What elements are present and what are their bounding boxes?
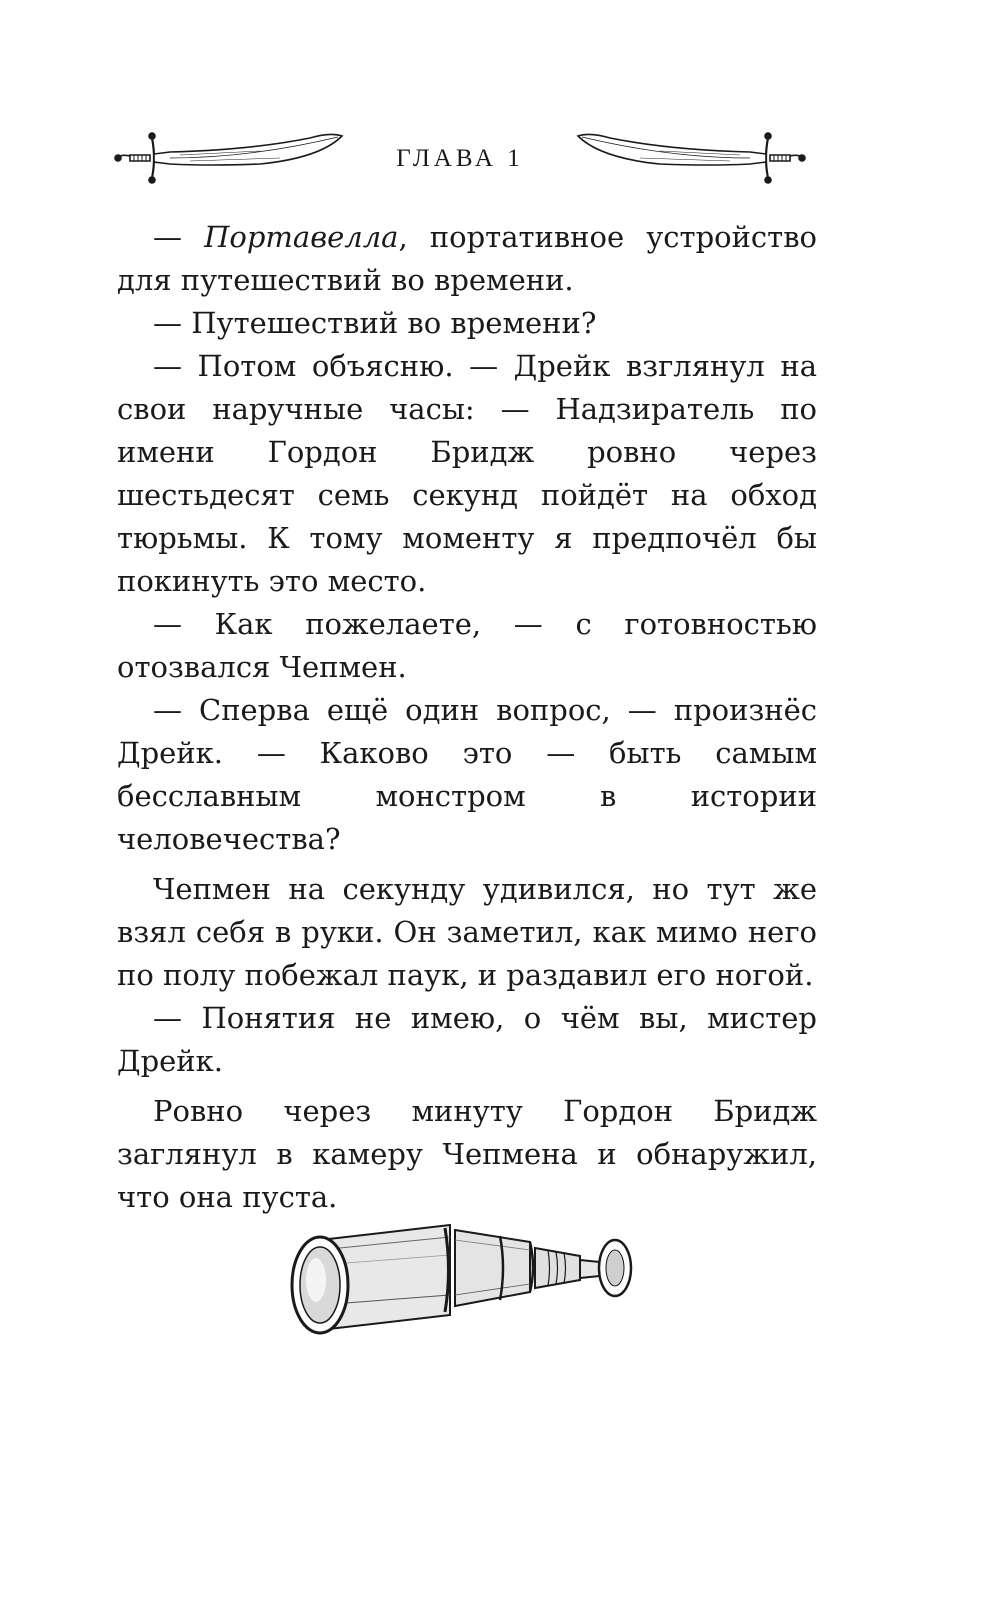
paragraph-4: — Как пожелаете, — с готовностью отозвался Чепмен. bbox=[117, 607, 817, 684]
paragraph-6: Чепмен на секунду удивился, но тут же взял себя в руки. Он заметил, как мимо него по полу побежал паук, и раздавил его ногой. bbox=[117, 872, 817, 992]
spyglass-illustration bbox=[280, 1210, 650, 1354]
paragraph-1-italic: Портавелла bbox=[204, 220, 399, 254]
paragraph-3: — Потом объясню. — Дрейк взглянул на свои наручные часы: — Надзиратель по имени Гордон Бридж ровно через шестьдесят семь секунд пойдёт на обход тюрьмы. К тому моменту я предпочёл бы покинуть это место. bbox=[117, 349, 817, 598]
paragraph-8: Ровно через минуту Гордон Бридж заглянул в камеру Чепмена и обнаружил, что она пуста. bbox=[117, 1094, 817, 1214]
paragraph-5: — Сперва ещё один вопрос, — произнёс Дрейк. — Каково это — быть самым бесславным монстром в истории человечества? bbox=[117, 693, 817, 856]
body-text bbox=[117, 216, 817, 1219]
paragraph-7: — Понятия не имею, о чём вы, мистер Дрейк. bbox=[117, 1001, 817, 1078]
chapter-header bbox=[110, 118, 810, 198]
paragraph-2: — Путешествий во времени? bbox=[153, 306, 597, 340]
chapter-label: ГЛАВА 1 bbox=[396, 145, 524, 172]
left-sword-icon bbox=[115, 133, 342, 183]
right-sword-icon bbox=[578, 133, 805, 183]
paragraph-1-dash: — bbox=[153, 220, 205, 254]
paragraph-1 bbox=[117, 216, 817, 302]
paragraph-1-text: , портативное устройство для путешествий во времени. bbox=[117, 220, 818, 297]
spyglass-icon bbox=[280, 1210, 650, 1350]
sword-ornaments bbox=[110, 118, 810, 198]
